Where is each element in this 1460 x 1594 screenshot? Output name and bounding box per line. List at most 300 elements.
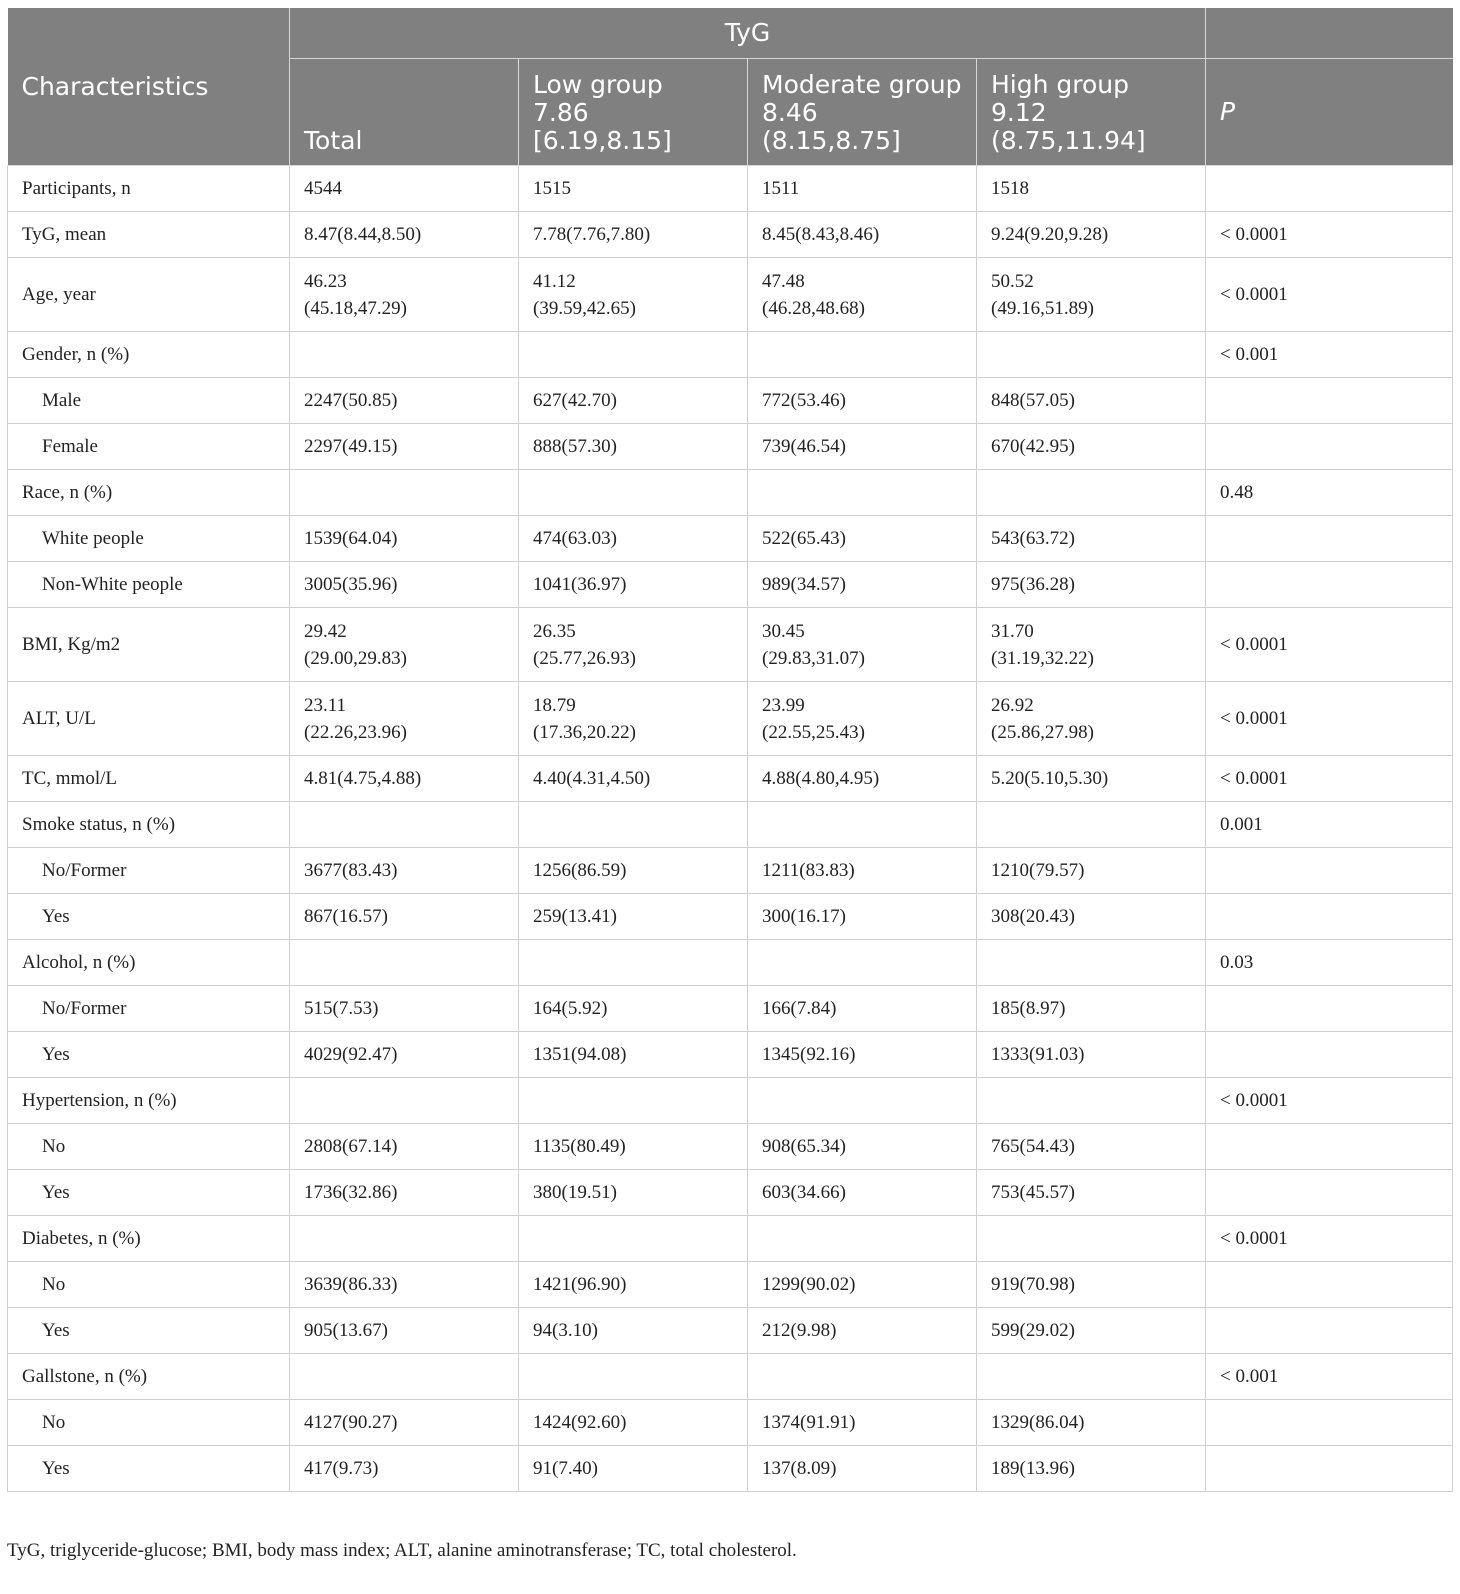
cell-high-line: (25.86,27.98) bbox=[991, 721, 1094, 743]
table-row bbox=[8, 1446, 1453, 1492]
cell-low bbox=[519, 894, 748, 940]
cell-total bbox=[290, 986, 519, 1032]
row-label: Participants, n bbox=[8, 166, 290, 212]
cell-low-line: 1351(94.08) bbox=[533, 1044, 627, 1065]
cell-high bbox=[977, 848, 1206, 894]
cell-total bbox=[290, 1124, 519, 1170]
cell-low bbox=[519, 1032, 748, 1078]
cell-total bbox=[290, 516, 519, 562]
cell-low-line: 1515 bbox=[533, 178, 571, 199]
cell-total bbox=[290, 802, 519, 848]
cell-moderate-line: 137(8.09) bbox=[762, 1458, 837, 1479]
cell-high-line: 185(8.97) bbox=[991, 998, 1066, 1019]
row-label: TyG, mean bbox=[8, 212, 290, 258]
cell-moderate bbox=[748, 470, 977, 516]
cell-moderate-line: 603(34.66) bbox=[762, 1182, 846, 1203]
cell-high-line: 848(57.05) bbox=[991, 390, 1075, 411]
cell-total-line: 29.42 bbox=[304, 620, 347, 642]
header-high-group bbox=[977, 59, 1206, 166]
cell-total bbox=[290, 1032, 519, 1078]
cell-p-value: 0.03 bbox=[1206, 940, 1453, 986]
cell-moderate-line: 166(7.84) bbox=[762, 998, 837, 1019]
cell-moderate-line: (29.83,31.07) bbox=[762, 647, 865, 669]
cell-high-line: 765(54.43) bbox=[991, 1136, 1075, 1157]
cell-p-value: < 0.0001 bbox=[1206, 756, 1453, 802]
cell-p-value: < 0.0001 bbox=[1206, 258, 1453, 332]
cell-moderate bbox=[748, 848, 977, 894]
cell-moderate-line: 1374(91.91) bbox=[762, 1412, 856, 1433]
cell-moderate-line: 8.45(8.43,8.46) bbox=[762, 224, 880, 245]
cell-moderate bbox=[748, 608, 977, 682]
cell-high-line: 670(42.95) bbox=[991, 436, 1075, 457]
row-label: No bbox=[8, 1124, 290, 1170]
cell-high bbox=[977, 212, 1206, 258]
cell-total bbox=[290, 1308, 519, 1354]
cell-total bbox=[290, 470, 519, 516]
table-header bbox=[8, 8, 1453, 166]
cell-moderate-line: 1345(92.16) bbox=[762, 1044, 856, 1065]
cell-high bbox=[977, 608, 1206, 682]
row-label: Gender, n (%) bbox=[8, 332, 290, 378]
cell-moderate bbox=[748, 940, 977, 986]
cell-low-line: 1041(36.97) bbox=[533, 574, 627, 595]
row-label: Male bbox=[8, 378, 290, 424]
header-moderate-name: Moderate group bbox=[762, 70, 962, 99]
row-label: Hypertension, n (%) bbox=[8, 1078, 290, 1124]
cell-p-value bbox=[1206, 1170, 1453, 1216]
cell-total bbox=[290, 1446, 519, 1492]
cell-low bbox=[519, 1308, 748, 1354]
cell-low-line: (17.36,20.22) bbox=[533, 721, 636, 743]
cell-total-line: 2297(49.15) bbox=[304, 436, 398, 457]
cell-low-line: 888(57.30) bbox=[533, 436, 617, 457]
cell-moderate-line: (46.28,48.68) bbox=[762, 297, 865, 319]
header-moderate-group bbox=[748, 59, 977, 166]
table-row bbox=[8, 1262, 1453, 1308]
cell-p-value bbox=[1206, 1446, 1453, 1492]
header-low-range: [6.19,8.15] bbox=[533, 126, 672, 155]
cell-moderate bbox=[748, 894, 977, 940]
cell-moderate bbox=[748, 212, 977, 258]
row-label: Yes bbox=[8, 1032, 290, 1078]
header-total: Total bbox=[290, 59, 519, 166]
table-row bbox=[8, 212, 1453, 258]
row-label: White people bbox=[8, 516, 290, 562]
table-row bbox=[8, 940, 1453, 986]
cell-p-value bbox=[1206, 1032, 1453, 1078]
header-high-name: High group bbox=[991, 70, 1130, 99]
cell-p-value: < 0.001 bbox=[1206, 1354, 1453, 1400]
cell-high bbox=[977, 1446, 1206, 1492]
cell-low-line: 627(42.70) bbox=[533, 390, 617, 411]
cell-moderate-line: 23.99 bbox=[762, 694, 805, 716]
cell-low-line: 380(19.51) bbox=[533, 1182, 617, 1203]
cell-low bbox=[519, 212, 748, 258]
cell-moderate bbox=[748, 562, 977, 608]
table-row bbox=[8, 1124, 1453, 1170]
cell-p-value bbox=[1206, 562, 1453, 608]
table-row bbox=[8, 332, 1453, 378]
cell-high bbox=[977, 802, 1206, 848]
cell-low-line: (25.77,26.93) bbox=[533, 647, 636, 669]
row-label: Smoke status, n (%) bbox=[8, 802, 290, 848]
cell-low bbox=[519, 1400, 748, 1446]
cell-moderate bbox=[748, 1308, 977, 1354]
cell-total-line: (45.18,47.29) bbox=[304, 297, 407, 319]
cell-total bbox=[290, 424, 519, 470]
cell-p-value bbox=[1206, 986, 1453, 1032]
header-low-name: Low group bbox=[533, 70, 663, 99]
cell-total bbox=[290, 258, 519, 332]
cell-total-line: 46.23 bbox=[304, 270, 347, 292]
cell-low-line: 26.35 bbox=[533, 620, 576, 642]
header-p-value: P bbox=[1206, 59, 1453, 166]
cell-moderate bbox=[748, 332, 977, 378]
cell-p-value: < 0.0001 bbox=[1206, 1078, 1453, 1124]
cell-total bbox=[290, 894, 519, 940]
cell-total-line: 4127(90.27) bbox=[304, 1412, 398, 1433]
cell-high bbox=[977, 516, 1206, 562]
cell-p-value: < 0.001 bbox=[1206, 332, 1453, 378]
table-row bbox=[8, 1170, 1453, 1216]
row-label: Yes bbox=[8, 1170, 290, 1216]
table-row bbox=[8, 258, 1453, 332]
table-row bbox=[8, 894, 1453, 940]
cell-moderate bbox=[748, 1124, 977, 1170]
cell-total-line: 2247(50.85) bbox=[304, 390, 398, 411]
table-row bbox=[8, 1078, 1453, 1124]
table-row bbox=[8, 848, 1453, 894]
cell-p-value: < 0.0001 bbox=[1206, 1216, 1453, 1262]
cell-high-line: 31.70 bbox=[991, 620, 1034, 642]
characteristics-table-container bbox=[7, 8, 1452, 1492]
cell-p-value bbox=[1206, 894, 1453, 940]
cell-p-value: 0.001 bbox=[1206, 802, 1453, 848]
row-label: Alcohol, n (%) bbox=[8, 940, 290, 986]
cell-moderate-line: 47.48 bbox=[762, 270, 805, 292]
cell-low-line: 4.40(4.31,4.50) bbox=[533, 768, 651, 789]
cell-moderate bbox=[748, 258, 977, 332]
row-label: ALT, U/L bbox=[8, 682, 290, 756]
cell-total-line: 515(7.53) bbox=[304, 998, 379, 1019]
cell-high bbox=[977, 1032, 1206, 1078]
cell-low bbox=[519, 986, 748, 1032]
cell-low bbox=[519, 1124, 748, 1170]
cell-low bbox=[519, 378, 748, 424]
cell-high-line: 5.20(5.10,5.30) bbox=[991, 768, 1109, 789]
cell-high bbox=[977, 258, 1206, 332]
cell-low bbox=[519, 940, 748, 986]
cell-moderate-line: 1511 bbox=[762, 178, 800, 199]
cell-total bbox=[290, 682, 519, 756]
cell-total bbox=[290, 332, 519, 378]
cell-high bbox=[977, 1170, 1206, 1216]
cell-high-line: 1333(91.03) bbox=[991, 1044, 1085, 1065]
cell-high bbox=[977, 470, 1206, 516]
table-row bbox=[8, 1032, 1453, 1078]
cell-moderate bbox=[748, 516, 977, 562]
table-row bbox=[8, 802, 1453, 848]
cell-moderate-line: 212(9.98) bbox=[762, 1320, 837, 1341]
cell-moderate bbox=[748, 682, 977, 756]
cell-total-line: (22.26,23.96) bbox=[304, 721, 407, 743]
row-label: Yes bbox=[8, 1446, 290, 1492]
table-row bbox=[8, 516, 1453, 562]
cell-low bbox=[519, 258, 748, 332]
table-row bbox=[8, 682, 1453, 756]
cell-low bbox=[519, 332, 748, 378]
cell-high-line: 1518 bbox=[991, 178, 1029, 199]
cell-low-line: 474(63.03) bbox=[533, 528, 617, 549]
cell-moderate bbox=[748, 166, 977, 212]
header-moderate-median: 8.46 bbox=[762, 98, 818, 127]
cell-total-line: 417(9.73) bbox=[304, 1458, 379, 1479]
cell-total-line: 905(13.67) bbox=[304, 1320, 388, 1341]
cell-total-line: (29.00,29.83) bbox=[304, 647, 407, 669]
cell-moderate bbox=[748, 756, 977, 802]
cell-p-value bbox=[1206, 1308, 1453, 1354]
cell-high-line: 599(29.02) bbox=[991, 1320, 1075, 1341]
cell-low bbox=[519, 682, 748, 756]
table-row bbox=[8, 378, 1453, 424]
cell-high bbox=[977, 378, 1206, 424]
table-row bbox=[8, 986, 1453, 1032]
cell-total bbox=[290, 756, 519, 802]
table-row bbox=[8, 166, 1453, 212]
cell-total-line: 4029(92.47) bbox=[304, 1044, 398, 1065]
cell-high bbox=[977, 756, 1206, 802]
cell-moderate bbox=[748, 1354, 977, 1400]
table-row bbox=[8, 424, 1453, 470]
header-low-group bbox=[519, 59, 748, 166]
row-label: No bbox=[8, 1400, 290, 1446]
cell-low bbox=[519, 1262, 748, 1308]
cell-low bbox=[519, 1170, 748, 1216]
cell-p-value bbox=[1206, 1124, 1453, 1170]
cell-low bbox=[519, 802, 748, 848]
cell-high bbox=[977, 682, 1206, 756]
cell-total bbox=[290, 166, 519, 212]
cell-total-line: 4.81(4.75,4.88) bbox=[304, 768, 422, 789]
table-body bbox=[8, 166, 1453, 1492]
row-label: Yes bbox=[8, 1308, 290, 1354]
cell-moderate bbox=[748, 1262, 977, 1308]
row-label: No/Former bbox=[8, 848, 290, 894]
cell-moderate-line: 772(53.46) bbox=[762, 390, 846, 411]
cell-low bbox=[519, 470, 748, 516]
cell-high bbox=[977, 1124, 1206, 1170]
cell-low bbox=[519, 166, 748, 212]
cell-high-line: 50.52 bbox=[991, 270, 1034, 292]
cell-high-line: 1329(86.04) bbox=[991, 1412, 1085, 1433]
cell-p-value: < 0.0001 bbox=[1206, 212, 1453, 258]
cell-moderate bbox=[748, 1400, 977, 1446]
cell-high-line: 919(70.98) bbox=[991, 1274, 1075, 1295]
cell-high bbox=[977, 1262, 1206, 1308]
cell-low-line: 18.79 bbox=[533, 694, 576, 716]
cell-total-line: 2808(67.14) bbox=[304, 1136, 398, 1157]
cell-high bbox=[977, 1308, 1206, 1354]
row-label: Age, year bbox=[8, 258, 290, 332]
cell-total bbox=[290, 1262, 519, 1308]
cell-low-line: 91(7.40) bbox=[533, 1458, 598, 1479]
header-low-median: 7.86 bbox=[533, 98, 589, 127]
cell-moderate bbox=[748, 424, 977, 470]
header-tyg-group: TyG bbox=[290, 8, 1206, 59]
cell-total-line: 867(16.57) bbox=[304, 906, 388, 927]
row-label: TC, mmol/L bbox=[8, 756, 290, 802]
cell-total bbox=[290, 1078, 519, 1124]
cell-high-line: 189(13.96) bbox=[991, 1458, 1075, 1479]
cell-low-line: 259(13.41) bbox=[533, 906, 617, 927]
row-label: Female bbox=[8, 424, 290, 470]
header-moderate-range: (8.15,8.75] bbox=[762, 126, 901, 155]
cell-low bbox=[519, 1446, 748, 1492]
header-high-median: 9.12 bbox=[991, 98, 1047, 127]
cell-low-line: 164(5.92) bbox=[533, 998, 608, 1019]
cell-p-value: < 0.0001 bbox=[1206, 682, 1453, 756]
row-label: Diabetes, n (%) bbox=[8, 1216, 290, 1262]
cell-low-line: 7.78(7.76,7.80) bbox=[533, 224, 651, 245]
cell-high bbox=[977, 424, 1206, 470]
cell-high-line: 753(45.57) bbox=[991, 1182, 1075, 1203]
cell-total bbox=[290, 1170, 519, 1216]
row-label: No bbox=[8, 1262, 290, 1308]
cell-high bbox=[977, 1078, 1206, 1124]
cell-high-line: 543(63.72) bbox=[991, 528, 1075, 549]
cell-high bbox=[977, 332, 1206, 378]
cell-total bbox=[290, 940, 519, 986]
cell-low-line: 1421(96.90) bbox=[533, 1274, 627, 1295]
table-row bbox=[8, 562, 1453, 608]
cell-moderate bbox=[748, 802, 977, 848]
cell-moderate-line: 522(65.43) bbox=[762, 528, 846, 549]
cell-moderate-line: 300(16.17) bbox=[762, 906, 846, 927]
cell-moderate-line: 1299(90.02) bbox=[762, 1274, 856, 1295]
table-row bbox=[8, 756, 1453, 802]
characteristics-table bbox=[7, 8, 1453, 1492]
cell-low-line: 1135(80.49) bbox=[533, 1136, 626, 1157]
cell-total-line: 8.47(8.44,8.50) bbox=[304, 224, 422, 245]
row-label: BMI, Kg/m2 bbox=[8, 608, 290, 682]
cell-low bbox=[519, 756, 748, 802]
cell-low bbox=[519, 516, 748, 562]
cell-moderate bbox=[748, 1446, 977, 1492]
table-footnote: TyG, triglyceride-glucose; BMI, body mass index; ALT, alanine aminotransferase; TC, total cholesterol. bbox=[7, 1540, 797, 1561]
table-row bbox=[8, 1400, 1453, 1446]
cell-high bbox=[977, 1216, 1206, 1262]
header-characteristics: Characteristics bbox=[8, 8, 290, 166]
row-label: Non-White people bbox=[8, 562, 290, 608]
cell-high bbox=[977, 894, 1206, 940]
cell-low bbox=[519, 1354, 748, 1400]
cell-high bbox=[977, 1400, 1206, 1446]
cell-p-value bbox=[1206, 1400, 1453, 1446]
cell-total-line: 1539(64.04) bbox=[304, 528, 398, 549]
cell-total-line: 1736(32.86) bbox=[304, 1182, 398, 1203]
table-row bbox=[8, 608, 1453, 682]
cell-moderate-line: 989(34.57) bbox=[762, 574, 846, 595]
cell-low bbox=[519, 562, 748, 608]
cell-low-line: 94(3.10) bbox=[533, 1320, 598, 1341]
cell-total-line: 23.11 bbox=[304, 694, 347, 716]
cell-p-value: < 0.0001 bbox=[1206, 608, 1453, 682]
cell-total bbox=[290, 1216, 519, 1262]
row-label: Race, n (%) bbox=[8, 470, 290, 516]
cell-moderate-line: 908(65.34) bbox=[762, 1136, 846, 1157]
cell-moderate-line: (22.55,25.43) bbox=[762, 721, 865, 743]
cell-moderate bbox=[748, 1216, 977, 1262]
cell-total bbox=[290, 212, 519, 258]
cell-high bbox=[977, 562, 1206, 608]
cell-low bbox=[519, 424, 748, 470]
cell-moderate-line: 4.88(4.80,4.95) bbox=[762, 768, 880, 789]
cell-p-value bbox=[1206, 1262, 1453, 1308]
cell-high-line: 1210(79.57) bbox=[991, 860, 1085, 881]
cell-high bbox=[977, 1354, 1206, 1400]
cell-low-line: 41.12 bbox=[533, 270, 576, 292]
table-row bbox=[8, 1308, 1453, 1354]
cell-low-line: (39.59,42.65) bbox=[533, 297, 636, 319]
table-row bbox=[8, 1354, 1453, 1400]
cell-p-value bbox=[1206, 378, 1453, 424]
cell-total-line: 3639(86.33) bbox=[304, 1274, 398, 1295]
cell-p-value bbox=[1206, 848, 1453, 894]
cell-total bbox=[290, 562, 519, 608]
cell-total-line: 3005(35.96) bbox=[304, 574, 398, 595]
cell-total-line: 4544 bbox=[304, 178, 342, 199]
cell-high-line: 26.92 bbox=[991, 694, 1034, 716]
cell-moderate bbox=[748, 1078, 977, 1124]
cell-low bbox=[519, 608, 748, 682]
cell-total bbox=[290, 1354, 519, 1400]
cell-moderate bbox=[748, 1170, 977, 1216]
cell-moderate bbox=[748, 378, 977, 424]
row-label: No/Former bbox=[8, 986, 290, 1032]
cell-low-line: 1256(86.59) bbox=[533, 860, 627, 881]
cell-p-value bbox=[1206, 424, 1453, 470]
cell-low-line: 1424(92.60) bbox=[533, 1412, 627, 1433]
row-label: Yes bbox=[8, 894, 290, 940]
table-row bbox=[8, 1216, 1453, 1262]
cell-low bbox=[519, 1078, 748, 1124]
cell-moderate bbox=[748, 1032, 977, 1078]
cell-high-line: 308(20.43) bbox=[991, 906, 1075, 927]
cell-total bbox=[290, 378, 519, 424]
cell-high-line: (31.19,32.22) bbox=[991, 647, 1094, 669]
row-label: Gallstone, n (%) bbox=[8, 1354, 290, 1400]
cell-total bbox=[290, 1400, 519, 1446]
cell-low bbox=[519, 1216, 748, 1262]
cell-total-line: 3677(83.43) bbox=[304, 860, 398, 881]
cell-p-value bbox=[1206, 516, 1453, 562]
cell-high bbox=[977, 166, 1206, 212]
cell-p-value bbox=[1206, 166, 1453, 212]
cell-moderate-line: 1211(83.83) bbox=[762, 860, 855, 881]
table-row bbox=[8, 470, 1453, 516]
cell-total bbox=[290, 608, 519, 682]
header-high-range: (8.75,11.94] bbox=[991, 126, 1146, 155]
cell-moderate bbox=[748, 986, 977, 1032]
cell-moderate-line: 30.45 bbox=[762, 620, 805, 642]
cell-high-line: (49.16,51.89) bbox=[991, 297, 1094, 319]
cell-total bbox=[290, 848, 519, 894]
cell-low bbox=[519, 848, 748, 894]
header-blank-top bbox=[1206, 8, 1453, 59]
cell-high bbox=[977, 940, 1206, 986]
cell-high bbox=[977, 986, 1206, 1032]
cell-high-line: 975(36.28) bbox=[991, 574, 1075, 595]
